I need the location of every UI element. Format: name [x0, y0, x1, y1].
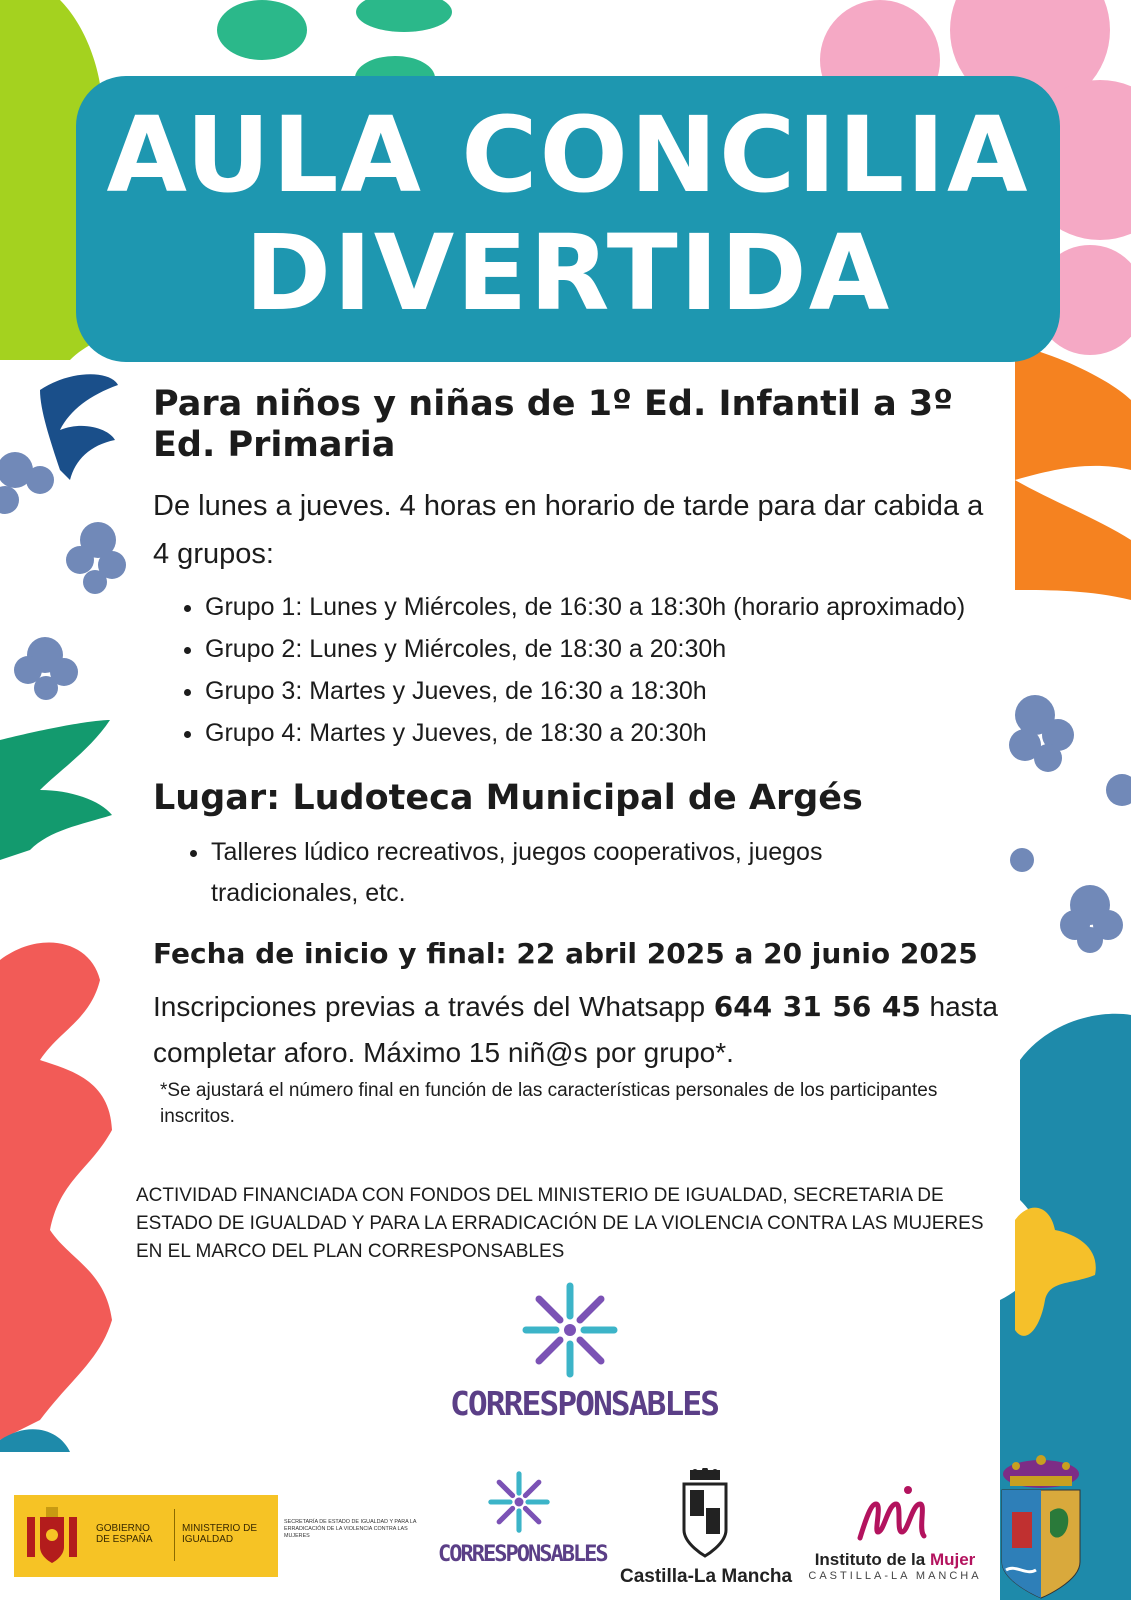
- ministerio-label: MINISTERIO DE IGUALDAD: [182, 1523, 258, 1545]
- instituto-m-icon: [850, 1482, 940, 1546]
- activities-item: • Talleres lúdico recreativos, juegos cooperativos, juegos tradicionales, etc.: [211, 832, 931, 914]
- secretaria-label: SECRETARÍA DE ESTADO DE IGUALDAD Y PARA LA ERRADICACIÓN DE LA VIOLENCIA CONTRA LAS MUJERES: [284, 1519, 417, 1539]
- audience-heading: Para niños y niñas de 1º Ed. Infantil a 3º Ed. Primaria: [153, 384, 953, 465]
- funding-notice: ACTIVIDAD FINANCIADA CON FONDOS DEL MINISTERIO DE IGUALDAD, SECRETARIA DE ESTADO DE IGUALDAD Y PARA LA ERRADICACIÓN DE LA VIOLENCIA CONTRA LAS MUJERES EN EL MARCO DEL PLAN CORRESPONSABLES: [136, 1185, 984, 1262]
- group-item: • Grupo 3: Martes y Jueves, de 16:30 a 18:30h: [205, 670, 1003, 712]
- instituto-sublabel: CASTILLA-LA MANCHA: [808, 1570, 982, 1582]
- footer-corresponsables-logo: [438, 1470, 607, 1590]
- title-line-2: DIVERTIDA: [244, 212, 892, 334]
- instituto-label-prefix: Instituto de la: [814, 1550, 930, 1569]
- instituto-label: [800, 1550, 990, 1570]
- whatsapp-phone: 644 31 56 45: [713, 990, 921, 1023]
- orange-shape: [1015, 345, 1131, 600]
- page-title: [76, 96, 1060, 332]
- place-heading: Lugar: Ludoteca Municipal de Argés: [153, 778, 863, 818]
- blue-flower: [1009, 695, 1131, 953]
- registration-text: [153, 984, 998, 1076]
- group-item: • Grupo 1: Lunes y Miércoles, de 16:30 a 18:30h (horario aproximado): [205, 586, 1003, 628]
- navy-leaf: [40, 374, 118, 480]
- group-item: • Grupo 2: Lunes y Miércoles, de 18:30 a 20:30h: [205, 628, 1003, 670]
- title-line-1: AULA CONCILIA: [106, 94, 1030, 216]
- corresponsables-star-icon: [520, 1280, 620, 1380]
- arges-coat-of-arms-icon: [996, 1452, 1086, 1600]
- activities-list: [153, 832, 931, 914]
- main-content: [153, 384, 1003, 1130]
- groups-list: [153, 586, 1003, 754]
- instituto-label-highlight: Mujer: [929, 1550, 976, 1569]
- gobierno-logo: [14, 1495, 278, 1577]
- green-leaf: [0, 720, 112, 860]
- corresponsables-logo: [450, 1280, 719, 1430]
- registration-text-after: hasta completar aforo. Máximo 15 niñ@s por grupo*.: [153, 991, 998, 1068]
- green-blob: [217, 0, 307, 60]
- blue-flower: [0, 452, 126, 700]
- schedule-text: De lunes a jueves. 4 horas en horario de tarde para dar cabida a 4 grupos:: [153, 490, 984, 570]
- footnote: *Se ajustará el número final en función de las características personales de los participantes inscritos.: [160, 1080, 938, 1127]
- spain-crest-icon: [22, 1503, 82, 1569]
- registration-text-before: Inscripciones previas a través del Whatsapp: [153, 991, 714, 1022]
- instituto-mujer-logo: [800, 1482, 990, 1592]
- gobierno-divider: [174, 1509, 175, 1561]
- group-item: • Grupo 4: Martes y Jueves, de 18:30 a 20:30h: [205, 712, 1003, 754]
- castilla-la-mancha-logo: [620, 1468, 793, 1598]
- dates-heading: Fecha de inicio y final: 22 abril 2025 a 20 junio 2025: [153, 937, 978, 970]
- castle-icon: [680, 1468, 730, 1560]
- green-blob: [356, 0, 452, 32]
- corresponsables-label: CORRESPONSABLES: [450, 1384, 719, 1423]
- footer-logos: [0, 1452, 1131, 1600]
- castilla-la-mancha-label: Castilla-La Mancha: [620, 1566, 793, 1587]
- gobierno-label: GOBIERNO DE ESPAÑA: [96, 1523, 153, 1545]
- corresponsables-star-icon: [487, 1470, 551, 1534]
- coral-shape: [0, 943, 112, 1440]
- footer-corresponsables-label: CORRESPONSABLES: [438, 1542, 607, 1567]
